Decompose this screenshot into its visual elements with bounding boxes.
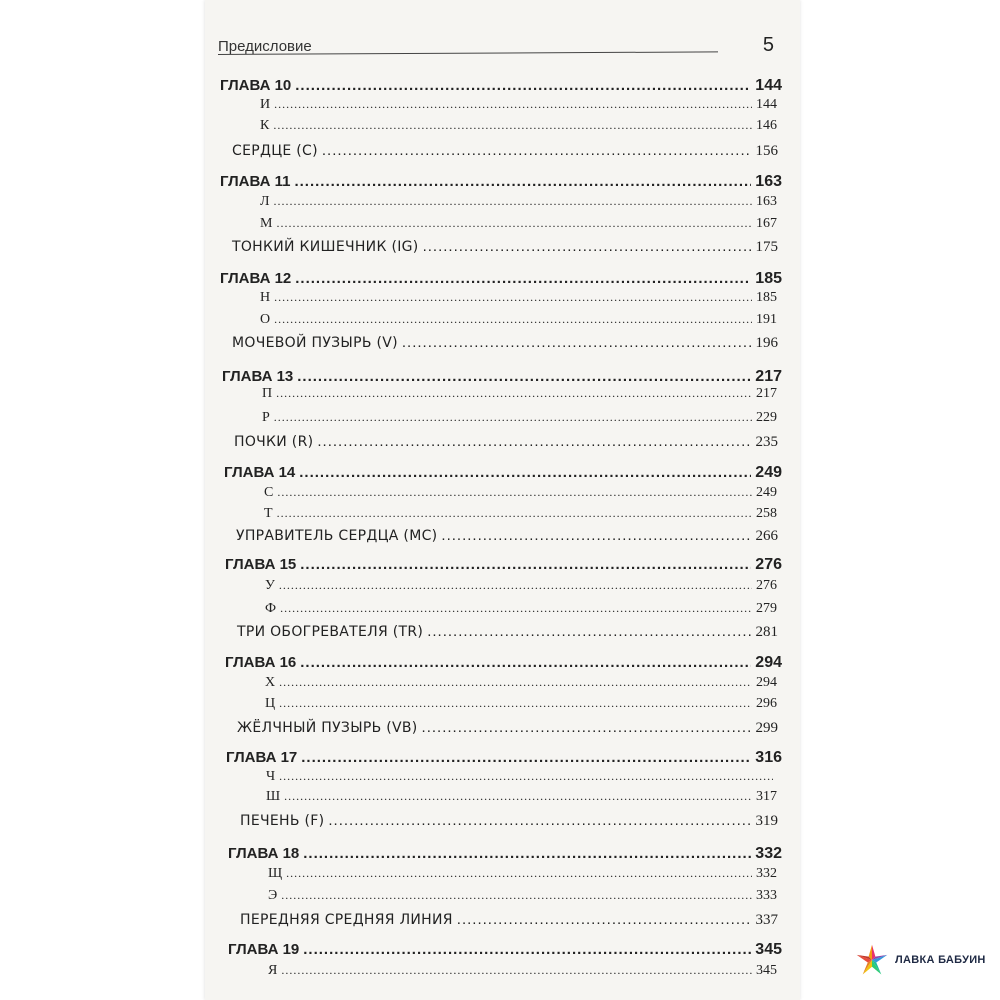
chapter-entry <box>225 556 782 574</box>
entry-label: ПЕЧЕНЬ (F) <box>240 813 325 829</box>
entry-label: ГЛАВА 11 <box>220 173 291 190</box>
letter-entry <box>262 386 777 402</box>
entry-page-number: 163 <box>756 194 777 209</box>
entry-label: И <box>260 97 271 112</box>
entry-label: ГЛАВА 15 <box>225 556 297 573</box>
dot-leader <box>422 719 752 736</box>
entry-page-number: 229 <box>756 410 777 425</box>
entry-page-number: 276 <box>755 556 782 573</box>
dot-leader <box>277 506 752 521</box>
entry-label: П <box>262 386 273 401</box>
dot-leader <box>303 941 751 958</box>
entry-label: ГЛАВА 14 <box>224 464 296 481</box>
dot-leader <box>402 334 752 351</box>
entry-label: Я <box>268 963 278 978</box>
entry-label: ГЛАВА 13 <box>222 368 294 385</box>
letter-entry <box>260 312 777 328</box>
entry-page-number: 144 <box>755 77 782 94</box>
entry-label: Н <box>260 290 271 305</box>
entry-page-number: 345 <box>756 963 777 978</box>
entry-label: ГЛАВА 12 <box>220 270 292 287</box>
dot-leader <box>280 601 752 616</box>
entry-page-number: 217 <box>755 368 782 385</box>
entry-label: К <box>260 118 270 133</box>
entry-page-number: 144 <box>756 97 777 112</box>
dot-leader <box>274 312 752 327</box>
entry-page-number: 185 <box>755 270 782 287</box>
section-entry <box>232 238 778 256</box>
entry-page-number: 281 <box>755 624 778 640</box>
letter-entry <box>266 789 777 805</box>
dot-leader <box>328 812 751 829</box>
dot-leader <box>441 527 751 544</box>
entry-page-number: 217 <box>756 386 777 401</box>
entry-label: ГЛАВА 19 <box>228 941 300 958</box>
section-entry <box>232 142 778 160</box>
entry-page-number: 333 <box>756 888 777 903</box>
dot-leader <box>281 963 752 978</box>
dot-leader <box>317 433 751 450</box>
header-title: Предисловие <box>218 38 312 55</box>
letter-entry <box>265 578 777 594</box>
entry-page-number: 294 <box>755 654 782 671</box>
entry-page-number: 191 <box>756 312 777 327</box>
chapter-entry <box>220 77 782 95</box>
dot-leader <box>299 464 751 481</box>
section-entry <box>234 433 778 451</box>
letter-entry <box>265 675 777 691</box>
page-number: 5 <box>762 34 774 56</box>
entry-label: М <box>260 216 273 231</box>
dot-leader <box>294 173 751 190</box>
letter-entry <box>262 410 777 426</box>
entry-page-number: 276 <box>756 578 777 593</box>
entry-label: ТРИ ОБОГРЕВАТЕЛЯ (TR) <box>237 624 424 640</box>
star-logo-icon <box>855 943 889 977</box>
dot-leader <box>274 410 752 425</box>
letter-entry <box>264 506 777 522</box>
chapter-entry <box>220 173 782 191</box>
letter-entry <box>265 601 777 617</box>
dot-leader <box>279 696 752 711</box>
entry-page-number: 296 <box>756 696 777 711</box>
chapter-entry <box>228 845 782 863</box>
chapter-entry <box>220 270 782 288</box>
entry-page-number: 266 <box>755 528 778 544</box>
dot-leader <box>281 888 752 903</box>
dot-leader <box>279 769 773 784</box>
entry-page-number: 163 <box>755 173 782 190</box>
letter-entry <box>260 216 777 232</box>
section-entry <box>237 623 778 641</box>
entry-label: С <box>264 485 274 500</box>
entry-label: У <box>265 578 275 593</box>
entry-label: СЕРДЦЕ (С) <box>232 143 318 159</box>
letter-entry <box>265 696 777 712</box>
letter-entry <box>260 194 777 210</box>
entry-page-number: 249 <box>755 464 782 481</box>
entry-label: ПЕРЕДНЯЯ СРЕДНЯЯ ЛИНИЯ <box>240 912 453 928</box>
entry-label: ГЛАВА 10 <box>220 77 292 94</box>
entry-label: ГЛАВА 17 <box>226 749 298 766</box>
dot-leader <box>427 623 751 640</box>
entry-label: Х <box>265 675 276 690</box>
entry-label: Ф <box>265 601 277 616</box>
entry-label: Р <box>262 410 270 425</box>
entry-page-number: 332 <box>756 866 777 881</box>
entry-page-number: 332 <box>755 845 782 862</box>
entry-page-number: 317 <box>756 789 777 804</box>
entry-page-number: 146 <box>756 118 777 133</box>
entry-label: О <box>260 312 271 327</box>
chapter-entry <box>228 941 782 959</box>
entry-page-number: 249 <box>756 485 777 500</box>
dot-leader <box>276 216 752 231</box>
entry-page-number: 196 <box>755 335 778 351</box>
section-entry <box>240 812 778 830</box>
dot-leader <box>274 97 752 112</box>
letter-entry <box>268 866 777 882</box>
chapter-entry <box>224 464 782 482</box>
entry-label: ЖЁЛЧНЫЙ ПУЗЫРЬ (VB) <box>237 720 418 736</box>
entry-label: Ч <box>266 769 276 784</box>
entry-page-number: 167 <box>756 216 777 231</box>
dot-leader <box>284 789 752 804</box>
entry-label: ПОЧКИ (R) <box>234 434 314 450</box>
chapter-entry <box>226 749 782 767</box>
letter-entry <box>266 769 777 785</box>
dot-leader <box>276 386 752 401</box>
letter-entry <box>268 888 777 904</box>
dot-leader <box>300 654 751 671</box>
entry-page-number: 299 <box>755 720 778 736</box>
section-entry <box>236 527 778 545</box>
letter-entry <box>260 118 777 134</box>
entry-label: Л <box>260 194 270 209</box>
dot-leader <box>274 194 753 209</box>
dot-leader <box>297 368 751 385</box>
entry-page-number: 294 <box>756 675 777 690</box>
entry-page-number: 337 <box>755 912 778 928</box>
chapter-entry <box>225 654 782 672</box>
entry-label: ГЛАВА 16 <box>225 654 297 671</box>
dot-leader <box>295 77 751 94</box>
dot-leader <box>273 118 752 133</box>
entry-label: ТОНКИЙ КИШЕЧНИК (IG) <box>232 239 419 255</box>
entry-label: Т <box>264 506 273 521</box>
dot-leader <box>274 290 752 305</box>
section-entry <box>232 334 778 352</box>
section-entry <box>237 719 778 737</box>
letter-entry <box>264 485 777 501</box>
entry-page-number: 185 <box>756 290 777 305</box>
entry-page-number: 279 <box>756 601 777 616</box>
entry-page-number: 175 <box>755 239 778 255</box>
dot-leader <box>279 675 752 690</box>
dot-leader <box>457 911 752 928</box>
dot-leader <box>300 556 751 573</box>
entry-page-number: 345 <box>755 941 782 958</box>
dot-leader <box>279 578 752 593</box>
letter-entry <box>260 290 777 306</box>
dot-leader <box>286 866 752 881</box>
chapter-entry <box>222 368 782 386</box>
watermark-logo <box>855 940 995 980</box>
entry-label: Щ <box>268 866 283 881</box>
dot-leader <box>277 485 752 500</box>
dot-leader <box>301 749 751 766</box>
entry-page-number: 156 <box>755 143 778 159</box>
entry-page-number: 235 <box>755 434 778 450</box>
entry-label: Э <box>268 888 278 903</box>
entry-label: УПРАВИТЕЛЬ СЕРДЦА (МС) <box>236 528 438 544</box>
entry-page-number: 319 <box>755 813 778 829</box>
letter-entry <box>268 963 777 979</box>
section-entry <box>240 911 778 929</box>
dot-leader <box>322 142 752 159</box>
entry-page-number: 316 <box>755 749 782 766</box>
entry-page-number: 258 <box>756 506 777 521</box>
entry-label: Ш <box>266 789 281 804</box>
dot-leader <box>423 238 752 255</box>
entry-label: МОЧЕВОЙ ПУЗЫРЬ (V) <box>232 335 398 351</box>
dot-leader <box>303 845 751 862</box>
dot-leader <box>295 270 751 287</box>
letter-entry <box>260 97 777 113</box>
entry-label: Ц <box>265 696 276 711</box>
watermark-text: ЛАВКА БАБУИН <box>895 954 986 966</box>
entry-label: ГЛАВА 18 <box>228 845 300 862</box>
